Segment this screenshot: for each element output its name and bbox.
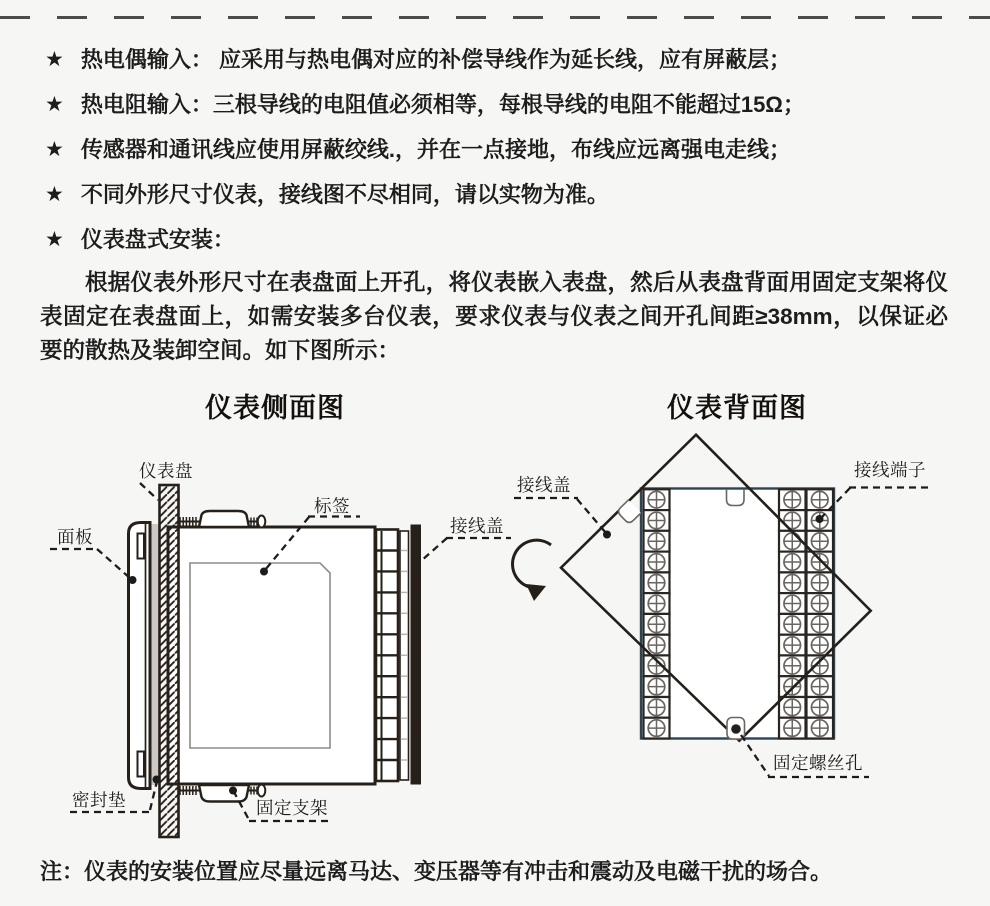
terminal-screw-icon <box>644 718 670 739</box>
callout-tag-label: 标签 <box>314 496 350 516</box>
front-panel-leader-line <box>97 549 131 579</box>
bullet-text: 仪表盘式安装： <box>80 227 235 252</box>
terminal-screw-icon <box>779 718 806 739</box>
terminal-screw-icon <box>807 614 834 635</box>
terminal-screw-icon <box>807 655 834 676</box>
callout-wiring-cover-label: 接线盖 <box>450 516 504 536</box>
screw-hole-leader-line <box>741 735 769 776</box>
back-view-diagram <box>513 393 932 777</box>
bottom-mount-bracket-shape <box>178 785 265 802</box>
terminal-screw-icon <box>644 552 670 573</box>
terminal-leader-dot <box>816 515 824 523</box>
installation-diagrams <box>0 385 990 855</box>
terminal-screw-icon <box>779 489 806 510</box>
bullet-text: 热电阻输入：三根导线的电阻值必须相等，每根导线的电阻不能超过15Ω； <box>80 92 805 117</box>
panel-leader-line <box>140 483 158 500</box>
terminal-screw-icon <box>779 552 806 573</box>
mounting-panel-hatch-shape <box>160 485 179 837</box>
star-icon: ★ <box>45 93 64 116</box>
terminal-screw-icon <box>644 572 670 593</box>
terminal-screw-icon <box>644 510 670 531</box>
terminal-screw-icon <box>644 593 670 614</box>
callout-gasket-label: 密封垫 <box>72 790 126 810</box>
terminal-screw-icon <box>779 614 806 635</box>
callout-back-cover-label: 接线盖 <box>517 475 571 495</box>
callout-bracket-label: 固定支架 <box>256 798 328 818</box>
terminal-screw-icon <box>644 489 670 510</box>
bracket-leader-dot <box>229 787 237 795</box>
terminal-screw-icon <box>644 676 670 697</box>
terminal-screw-icon <box>807 676 834 697</box>
gasket-leader-dot <box>153 776 161 784</box>
bullet-text: 传感器和通讯线应使用屏蔽绞线.，并在一点接地，布线应远离强电走线； <box>80 137 791 162</box>
bullet-text: 不同外形尺寸仪表，接线图不尽相同，请以实物为准。 <box>80 182 609 207</box>
bullet-item <box>45 180 960 210</box>
terminal-screw-icon <box>779 635 806 656</box>
cover-leader-line-right <box>577 499 606 533</box>
star-icon: ★ <box>45 228 64 251</box>
terminal-screw-icon <box>779 697 806 718</box>
terminal-screw-icon <box>807 489 834 510</box>
back-view-title: 仪表背面图 <box>667 393 807 423</box>
terminal-screw-icon <box>779 593 806 614</box>
callout-panel-label: 仪表盘 <box>139 461 193 481</box>
terminal-screw-icon <box>807 593 834 614</box>
cover-leader-line-left <box>421 538 447 561</box>
page-top-dashed-border <box>0 16 990 19</box>
wiring-cover-bar-shape <box>411 525 422 785</box>
bullet-list <box>45 45 960 270</box>
side-view-title: 仪表侧面图 <box>205 393 345 423</box>
bullet-item <box>45 90 960 120</box>
terminal-screw-icon <box>644 655 670 676</box>
bullet-item <box>45 45 960 75</box>
bottom-note: 注：仪表的安装位置应尽量远离马达、变压器等有冲击和震动及电磁干扰的场合。 <box>40 859 833 884</box>
terminal-screw-icon <box>807 572 834 593</box>
terminal-ladder-shape <box>376 530 409 782</box>
callout-screw-hole-label: 固定螺丝孔 <box>773 753 863 773</box>
terminal-screw-icon <box>644 614 670 635</box>
front-panel-leader-dot <box>129 576 137 584</box>
rotate-arrow-icon <box>513 540 551 601</box>
callout-front-panel-label: 面板 <box>57 527 93 547</box>
cover-leader-dot <box>603 531 611 539</box>
bullet-item <box>45 225 960 255</box>
bullet-text: 热电偶输入： 应采用与热电偶对应的补偿导线作为延长线，应有屏蔽层； <box>80 47 791 72</box>
terminal-screw-icon <box>644 531 670 552</box>
terminal-screw-icon <box>807 697 834 718</box>
cover-clip-shape <box>617 500 641 524</box>
top-mount-bracket-shape <box>178 511 265 528</box>
side-view-diagram <box>50 393 511 837</box>
bullet-item <box>45 135 960 165</box>
gasket-shape <box>151 524 160 785</box>
front-bezel-shape <box>129 523 151 789</box>
star-icon: ★ <box>45 183 64 206</box>
installation-paragraph: 根据仪表外形尺寸在表盘面上开孔，将仪表嵌入表盘，然后从表盘背面用固定支架将仪表固定在表盘面上，如需安装多台仪表，要求仪表与仪表之间开孔间距≥38mm，以保证必要的散热及装卸空间。如下图所示： <box>40 270 948 363</box>
star-icon: ★ <box>45 138 64 161</box>
terminal-screw-icon <box>779 572 806 593</box>
callout-terminal-label: 接线端子 <box>854 460 926 480</box>
instrument-body-shape <box>168 527 375 784</box>
star-icon: ★ <box>45 48 64 71</box>
tag-leader-dot <box>260 568 268 576</box>
terminal-screw-icon <box>807 718 834 739</box>
terminal-screw-icon <box>644 697 670 718</box>
terminal-screw-icon <box>779 655 806 676</box>
